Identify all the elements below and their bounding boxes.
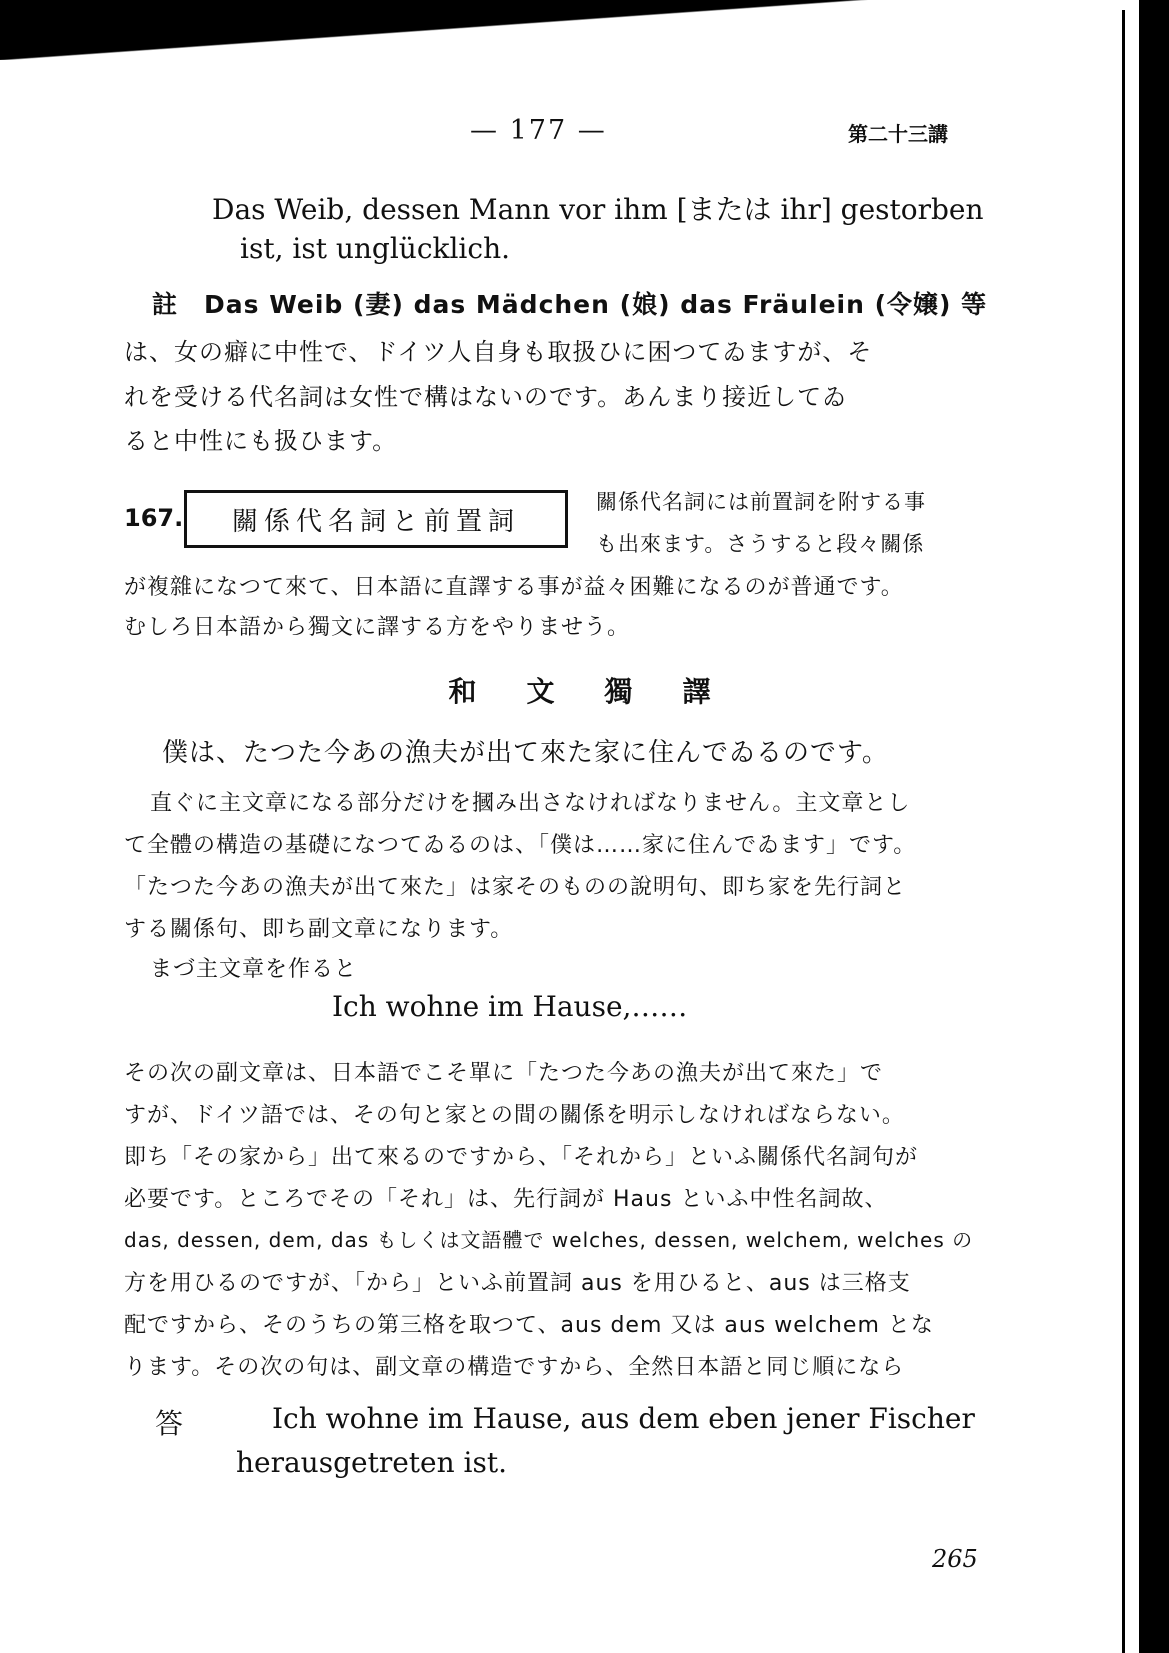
folio-number: 265 [932,1545,978,1573]
explanation-line: まづ主文章を作ると [150,957,358,982]
explanation-line: 即ち「その家から」出て來るのですから、「それから」といふ關係代名詞句が [124,1145,919,1170]
explanation-line: 直ぐに主文章になる部分だけを摑み出さなければなりません。主文章とし [150,791,911,816]
note-line: ると中性にも扱ひます。 [124,427,398,455]
explanation-line: 配ですから、そのうちの第三格を取つて、aus dem 又は aus welchem とな [124,1313,934,1338]
answer-line: herausgetreten ist. [236,1446,508,1479]
answer-line: Ich wohne im Hause, aus dem eben jener Fischer [272,1402,975,1435]
german-example-line: Das Weib, dessen Mann vor ihm [または ihr] gestorben [212,193,984,226]
note-line: 註 Das Weib (妻) das Mädchen (娘) das Fräulein (令嬢) 等 [152,290,988,319]
section-number: 167. [124,504,184,532]
explanation-line: 方を用ひるのですが、「から」といふ前置詞 aus を用ひると、aus は三格支 [124,1271,911,1296]
explanation-line: する關係句、即ち副文章になります。 [124,917,514,942]
note-line: は、女の癖に中性で、ドイツ人自身も取扱ひに困つてゐますが、そ [124,338,873,366]
page-edge-line [1122,10,1125,1653]
note-line: れを受ける代名詞は女性で構はないのです。あんまり接近してゐ [124,383,848,411]
scan-border-right [1139,0,1169,1653]
section-text-line: むしろ日本語から獨文に譯する方をやりませう。 [124,615,631,640]
chapter-title: 第二十三講 [848,122,948,146]
page-number: — 177 — [470,115,607,146]
explanation-line: 必要です。ところでその「それ」は、先行詞が Haus といふ中性名詞故、 [124,1187,888,1212]
section-side-text: 關係代名詞には前置詞を附する事 [596,490,926,514]
german-example-line: ist, ist unglücklich. [240,232,511,265]
explanation-line: すが、ドイツ語では、その句と家との間の關係を明示しなければならない。 [124,1103,905,1128]
section-title-box [184,490,568,548]
explanation-line: 「たつた今あの漁夫が出て來た」は家そのものの說明句、即ち家を先行詞と [124,875,907,900]
explanation-line: das, dessen, dem, das もしくは文語體で welches, dessen, welchem, welches の [124,1228,974,1252]
section-side-text: も出來ます。さうすると段々關係 [596,532,925,556]
section-text-line: が複雜になつて來て、日本語に直譯する事が益々困難になるのが普通です。 [124,575,904,600]
german-example-line: Ich wohne im Hause,…… [332,990,688,1023]
exercise-heading: 和文獨譯 [448,675,761,708]
exercise-sentence: 僕は、たつた今あの漁夫が出て來た家に住んでゐるのです。 [162,738,889,768]
explanation-line: その次の副文章は、日本語でこそ單に「たつた今あの漁夫が出て來た」で [124,1061,884,1086]
answer-mark: 答 [155,1407,184,1440]
section-title: 關係代名詞と前置詞 [231,506,520,537]
explanation-line: ります。その次の句は、副文章の構造ですから、全然日本語と同じ順になら [124,1355,905,1380]
explanation-line: て全體の構造の基礎になつてゐるのは、「僕は……家に住んでゐます」です。 [124,833,917,858]
scan-border-top [0,0,1169,60]
